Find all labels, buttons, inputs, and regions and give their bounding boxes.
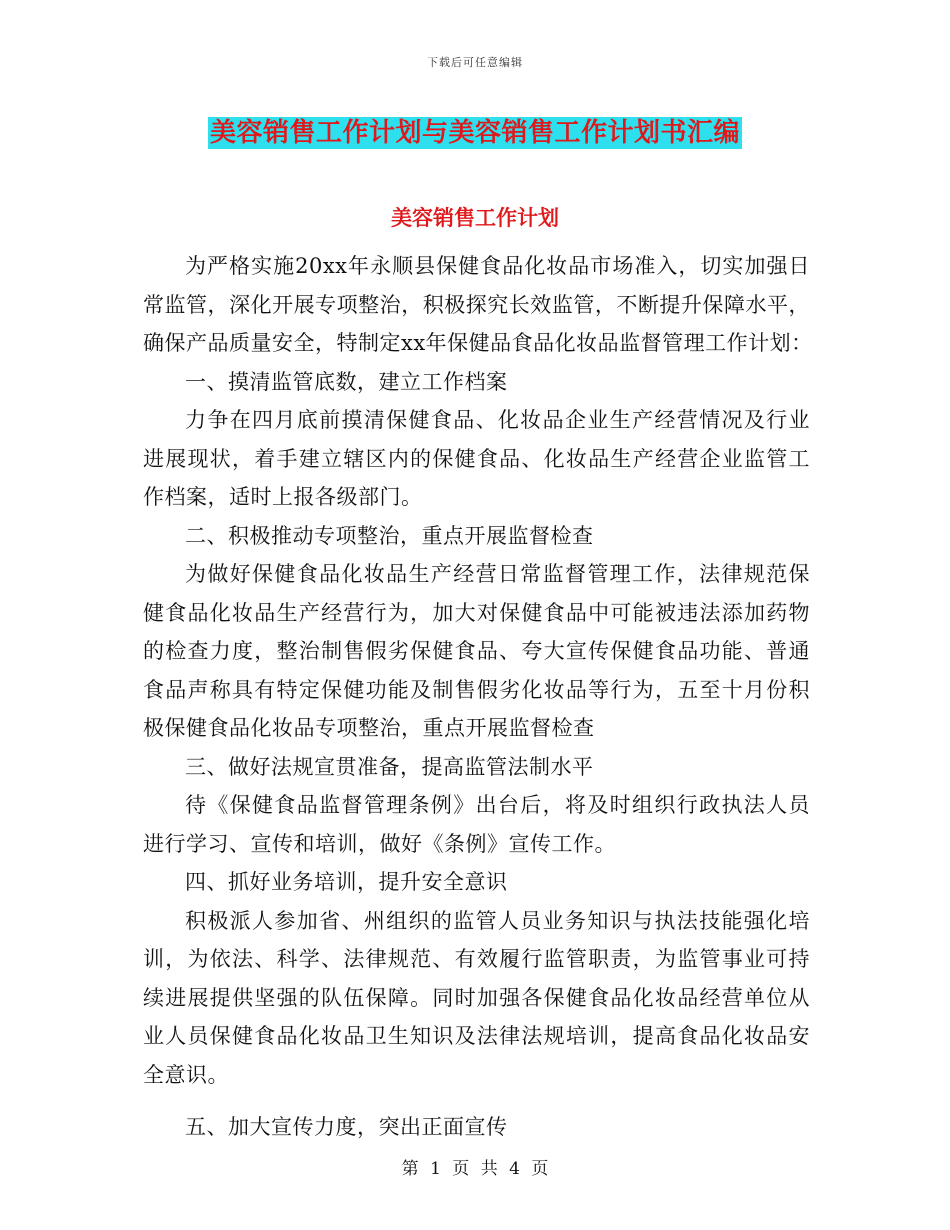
paragraph-line: 为严格实施20xx年永顺县保健食品化妆品市场准入，切实加强日 [185, 254, 810, 278]
paragraph-line: 积极派人参加省、州组织的监管人员业务知识与执法技能强化培 [185, 908, 810, 933]
paragraph-line: 确保产品质量安全，特制定xx年保健品食品化妆品监督管理工作计划： [143, 331, 813, 355]
paragraph-line: 为做好保健食品化妆品生产经营日常监督管理工作，法律规范保 [185, 562, 810, 586]
heading-line: 一、摸清监管底数，建立工作档案 [185, 369, 508, 394]
paragraph-line: 力争在四月底前摸清保健食品、化妆品企业生产经营情况及行业 [185, 408, 810, 432]
paragraph-line: 业人员保健食品化妆品卫生知识及法律法规培训，提高食品化妆品安 [143, 1024, 810, 1048]
paragraph-line: 作档案，适时上报各级部门。 [143, 485, 423, 509]
heading-line: 五、加大宣传力度，突出正面宣传 [185, 1115, 508, 1139]
document-body [143, 247, 813, 1147]
paragraph-line: 续进展提供坚强的队伍保障。同时加强各保健食品化妆品经营单位从 [143, 985, 810, 1010]
document-title [0, 112, 950, 149]
heading-line: 二、积极推动专项整治，重点开展监督检查 [185, 523, 594, 548]
paragraph-line: 健食品化妆品生产经营行为，加大对保健食品中可能被违法添加药物 [143, 600, 810, 625]
document-title-text: 美容销售工作计划与美容销售工作计划书汇编 [209, 118, 740, 148]
page-number-footer: 第 1 页 共 4 页 [401, 1159, 549, 1179]
paragraph-line: 的检查力度，整治制售假劣保健食品、夸大宣传保健食品功能、普通 [143, 639, 810, 663]
paragraph-line: 极保健食品化妆品专项整治，重点开展监督检查 [143, 716, 595, 740]
paragraph-line: 训，为依法、科学、法律规范、有效履行监管职责，为监管事业可持 [143, 947, 810, 971]
paragraph-line: 待《保健食品监督管理条例》出台后，将及时组织行政执法人员 [185, 793, 810, 817]
paragraph-line: 食品声称具有特定保健功能及制售假劣化妆品等行为，五至十月份积 [143, 677, 810, 702]
heading-line: 四、抓好业务培训，提升安全意识 [185, 870, 508, 894]
paragraph-line: 常监管，深化开展专项整治，积极探究长效监管，不断提升保障水平， [143, 292, 810, 317]
paragraph-line: 进展现状，着手建立辖区内的保健食品、化妆品生产经营企业监管工 [143, 446, 810, 471]
section-title: 美容销售工作计划 [391, 205, 559, 230]
heading-line: 三、做好法规宣贯准备，提高监管法制水平 [185, 754, 594, 779]
paragraph-line: 全意识。 [143, 1062, 229, 1087]
page-header-note: 下载后可任意编辑 [427, 56, 523, 69]
paragraph-line: 进行学习、宣传和培训，做好《条例》宣传工作。 [143, 831, 616, 856]
